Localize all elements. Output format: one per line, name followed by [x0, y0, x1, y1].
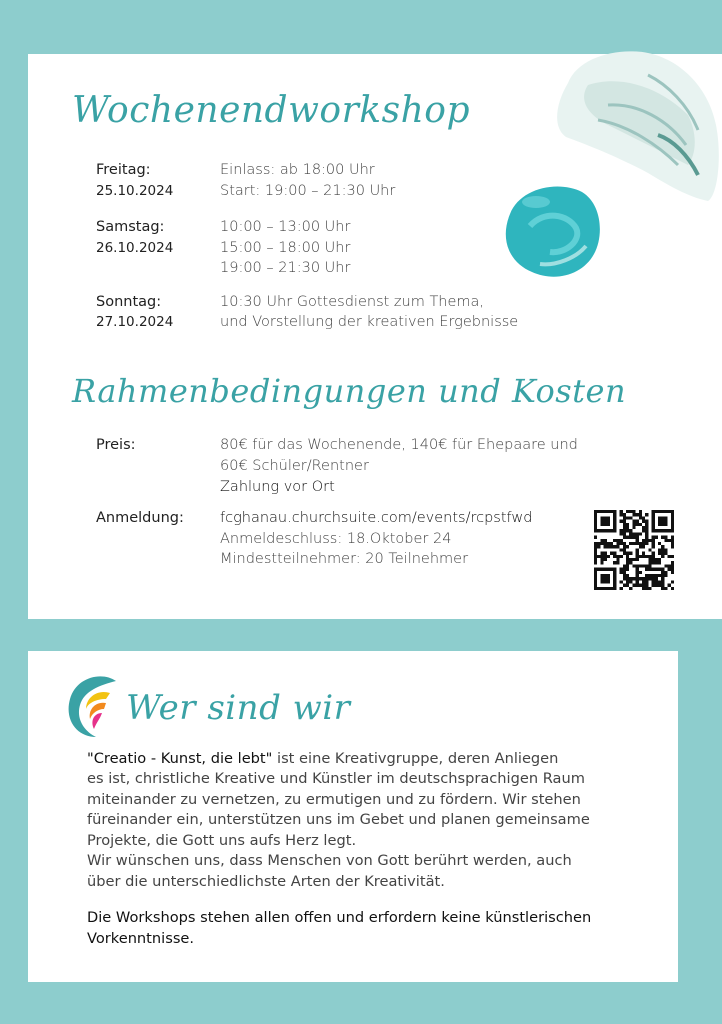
paint-blob-teal-icon — [496, 180, 604, 280]
price-label: Preis: — [96, 437, 136, 453]
friday-line-2: Start: 19:00 – 21:30 Uhr — [220, 183, 396, 199]
about-line-4: füreinander ein, unterstützen uns im Gebet und planen gemeinsame — [87, 811, 590, 828]
date-friday: 25.10.2024 — [96, 183, 174, 199]
price-line-2: 60€ Schüler/Rentner — [220, 458, 369, 474]
closing-line-2: Vorkenntnisse. — [87, 930, 195, 947]
about-heading: Wer sind wir — [126, 688, 351, 728]
saturday-line-2: 15:00 – 18:00 Uhr — [220, 240, 351, 256]
date-saturday: 26.10.2024 — [96, 240, 174, 256]
about-line-7: über die unterschiedlichste Arten der Kreativität. — [87, 873, 445, 890]
friday-line-1: Einlass: ab 18:00 Uhr — [220, 162, 375, 178]
day-label-friday: Freitag: — [96, 162, 151, 178]
sunday-line-2: und Vorstellung der kreativen Ergebnisse — [220, 314, 519, 330]
about-line-2: es ist, christliche Kreative und Künstler im deutschsprachigen Raum — [87, 770, 585, 787]
price-line-1: 80€ für das Wochenende, 140€ für Ehepaare und — [220, 437, 578, 453]
saturday-line-3: 19:00 – 21:30 Uhr — [220, 260, 351, 276]
closing-line-1: Die Workshops stehen allen offen und erfordern keine künstlerischen — [87, 909, 592, 926]
sunday-line-1: 10:30 Uhr Gottesdienst zum Thema, — [220, 294, 485, 310]
day-label-sunday: Sonntag: — [96, 294, 162, 310]
saturday-line-1: 10:00 – 13:00 Uhr — [220, 219, 351, 235]
creatio-logo-icon — [66, 673, 122, 739]
payment-note: Zahlung vor Ort — [220, 479, 335, 495]
registration-label: Anmeldung: — [96, 510, 184, 526]
registration-link[interactable]: fcghanau.churchsuite.com/events/rcpstfwd — [220, 510, 533, 526]
creatio-quote: "Creatio - Kunst, die lebt" — [87, 750, 273, 767]
registration-deadline: Anmeldeschluss: 18.Oktober 24 — [220, 531, 452, 547]
date-sunday: 27.10.2024 — [96, 314, 174, 330]
day-label-saturday: Samstag: — [96, 219, 165, 235]
about-line-3: miteinander zu vernetzen, zu ermutigen und zu fördern. Wir stehen — [87, 791, 581, 808]
about-line-5: Projekte, die Gott uns aufs Herz legt. — [87, 832, 357, 849]
about-line-1: "Creatio - Kunst, die lebt" ist eine Kreativgruppe, deren Anliegen — [87, 750, 559, 767]
about-line-6: Wir wünschen uns, dass Menschen von Gott berührt werden, auch — [87, 852, 572, 869]
workshop-heading: Wochenendworkshop — [72, 90, 470, 131]
qr-code-icon[interactable] — [594, 510, 674, 590]
min-participants: Mindestteilnehmer: 20 Teilnehmer — [220, 551, 469, 567]
conditions-heading: Rahmenbedingungen und Kosten — [72, 372, 627, 410]
